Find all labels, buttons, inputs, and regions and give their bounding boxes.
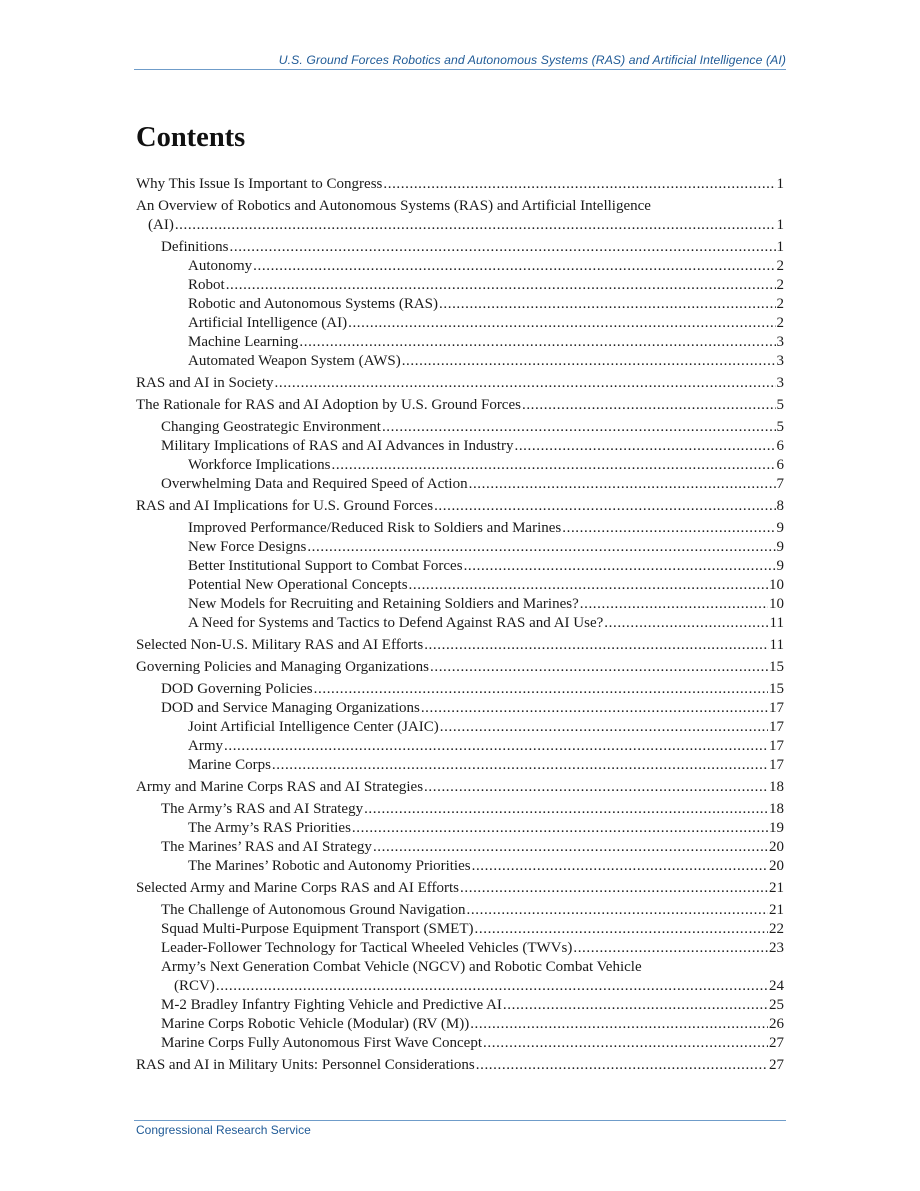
toc-entry[interactable]: Squad Multi-Purpose Equipment Transport (SMET) ..... 22 xyxy=(136,920,784,939)
toc-entry[interactable]: Potential New Operational Concepts ..... 10 xyxy=(136,576,784,595)
toc-entry[interactable]: M-2 Bradley Infantry Fighting Vehicle and Predictive AI ..... 25 xyxy=(136,996,784,1015)
toc-entry[interactable]: Governing Policies and Managing Organizations ..... 15 xyxy=(136,658,784,677)
toc-entry[interactable]: Military Implications of RAS and AI Advances in Industry ..... 6 xyxy=(136,437,784,456)
footer-source: Congressional Research Service xyxy=(136,1123,311,1137)
toc-entry[interactable]: Automated Weapon System (AWS) ..... 3 xyxy=(136,352,784,371)
toc-entry[interactable]: A Need for Systems and Tactics to Defend Against RAS and AI Use? ..... 11 xyxy=(136,614,784,633)
toc-entry[interactable]: Why This Issue Is Important to Congress ..... 1 xyxy=(136,175,784,194)
toc-entry[interactable]: Changing Geostrategic Environment ..... 5 xyxy=(136,418,784,437)
toc-entry[interactable]: Marine Corps Robotic Vehicle (Modular) (RV (M)) ..... 26 xyxy=(136,1015,784,1034)
toc-entry[interactable]: Selected Army and Marine Corps RAS and AI Efforts ..... 21 xyxy=(136,879,784,898)
running-header: U.S. Ground Forces Robotics and Autonomous Systems (RAS) and Artificial Intelligence (AI) xyxy=(278,53,786,67)
toc-entry[interactable]: Machine Learning ..... 3 xyxy=(136,333,784,352)
toc-entry[interactable]: Robot ..... 2 xyxy=(136,276,784,295)
toc-entry[interactable]: RAS and AI in Society ..... 3 xyxy=(136,374,784,393)
toc-entry[interactable]: Robotic and Autonomous Systems (RAS) ..... 2 xyxy=(136,295,784,314)
toc-entry[interactable]: RAS and AI Implications for U.S. Ground Forces ..... 8 xyxy=(136,497,784,516)
toc-entry[interactable]: New Force Designs ..... 9 xyxy=(136,538,784,557)
toc-entry-continuation[interactable]: (AI) ..... 1 xyxy=(136,216,784,235)
toc-entry[interactable]: Definitions ..... 1 xyxy=(136,238,784,257)
toc-entry[interactable]: Improved Performance/Reduced Risk to Soldiers and Marines ..... 9 xyxy=(136,519,784,538)
toc-entry[interactable]: Marine Corps ..... 17 xyxy=(136,756,784,775)
toc-entry[interactable]: Selected Non-U.S. Military RAS and AI Efforts ..... 11 xyxy=(136,636,784,655)
toc-entry[interactable]: Army and Marine Corps RAS and AI Strategies ..... 18 xyxy=(136,778,784,797)
footer-rule xyxy=(134,1120,786,1121)
toc-entry[interactable]: Better Institutional Support to Combat Forces ..... 9 xyxy=(136,557,784,576)
toc-entry[interactable]: Autonomy ..... 2 xyxy=(136,257,784,276)
toc-entry[interactable]: The Marines’ RAS and AI Strategy ..... 20 xyxy=(136,838,784,857)
toc-entry[interactable]: DOD and Service Managing Organizations ..... 17 xyxy=(136,699,784,718)
toc-entry[interactable]: The Marines’ Robotic and Autonomy Priorities ..... 20 xyxy=(136,857,784,876)
page-title: Contents xyxy=(136,122,246,153)
header-rule xyxy=(134,69,786,70)
toc-entry[interactable]: DOD Governing Policies ..... 15 xyxy=(136,680,784,699)
toc-entry[interactable]: Overwhelming Data and Required Speed of Action ..... 7 xyxy=(136,475,784,494)
toc-entry[interactable]: Joint Artificial Intelligence Center (JAIC) ..... 17 xyxy=(136,718,784,737)
toc-entry[interactable]: Army’s Next Generation Combat Vehicle (NGCV) and Robotic Combat Vehicle xyxy=(161,959,642,975)
toc-entry[interactable]: The Rationale for RAS and AI Adoption by U.S. Ground Forces ..... 5 xyxy=(136,396,784,415)
toc-entry[interactable]: New Models for Recruiting and Retaining Soldiers and Marines? ..... 10 xyxy=(136,595,784,614)
toc-entry[interactable]: Army ..... 17 xyxy=(136,737,784,756)
toc-entry[interactable]: Artificial Intelligence (AI) ..... 2 xyxy=(136,314,784,333)
toc-entry[interactable]: Leader-Follower Technology for Tactical Wheeled Vehicles (TWVs) ..... 23 xyxy=(136,939,784,958)
table-of-contents xyxy=(136,173,784,1075)
toc-entry[interactable]: The Challenge of Autonomous Ground Navigation ..... 21 xyxy=(136,901,784,920)
toc-entry[interactable]: Marine Corps Fully Autonomous First Wave Concept ..... 27 xyxy=(136,1034,784,1053)
toc-entry-continuation[interactable]: (RCV) ..... 24 xyxy=(136,977,784,996)
toc-entry[interactable]: RAS and AI in Military Units: Personnel Considerations ..... 27 xyxy=(136,1056,784,1075)
toc-entry[interactable]: Workforce Implications ..... 6 xyxy=(136,456,784,475)
toc-entry[interactable]: The Army’s RAS Priorities ..... 19 xyxy=(136,819,784,838)
toc-entry[interactable]: The Army’s RAS and AI Strategy ..... 18 xyxy=(136,800,784,819)
toc-entry[interactable]: An Overview of Robotics and Autonomous Systems (RAS) and Artificial Intelligence xyxy=(136,198,651,214)
